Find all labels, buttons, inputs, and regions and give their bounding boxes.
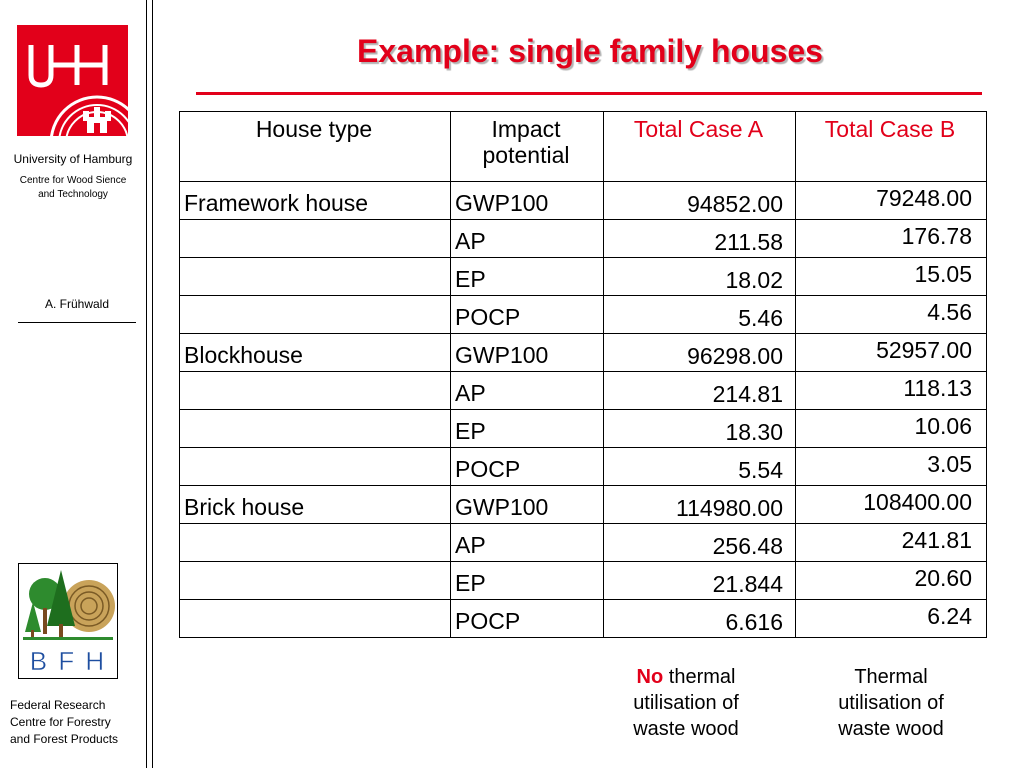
- table-row: [180, 182, 987, 220]
- cell-house-type: [180, 448, 451, 486]
- note-case-b-line-1: Thermal: [854, 666, 928, 688]
- cell-case-a: 114980.00: [604, 486, 796, 524]
- cell-case-b: 20.60: [796, 562, 987, 600]
- table-row: [180, 372, 987, 410]
- cell-case-b: 79248.00: [796, 182, 987, 220]
- sidebar: [0, 0, 146, 768]
- cell-impact: POCP: [451, 600, 604, 638]
- table-row: [180, 562, 987, 600]
- cell-case-a: 18.02: [604, 258, 796, 296]
- cell-impact: POCP: [451, 448, 604, 486]
- cell-case-b: 4.56: [796, 296, 987, 334]
- cell-impact: GWP100: [451, 182, 604, 220]
- cell-case-b: 3.05: [796, 448, 987, 486]
- cell-case-a: 6.616: [604, 600, 796, 638]
- table-row: [180, 600, 987, 638]
- cell-impact: POCP: [451, 296, 604, 334]
- note-case-a-line-2: utilisation of: [633, 692, 739, 714]
- table-header-row: [180, 112, 987, 182]
- cell-case-b: 241.81: [796, 524, 987, 562]
- cell-case-a: 96298.00: [604, 334, 796, 372]
- note-case-b-line-3: waste wood: [838, 718, 944, 740]
- note-case-a-line-3: waste wood: [633, 718, 739, 740]
- cell-impact: EP: [451, 562, 604, 600]
- cell-case-b: 176.78: [796, 220, 987, 258]
- table-row: [180, 334, 987, 372]
- table-row: [180, 410, 987, 448]
- title-underline: [196, 92, 982, 95]
- note-case-b: [806, 664, 976, 742]
- note-case-a-emphasis: No: [636, 666, 664, 688]
- cell-case-a: 211.58: [604, 220, 796, 258]
- sidebar-divider-outer: [146, 0, 147, 768]
- cell-case-a: 256.48: [604, 524, 796, 562]
- cell-impact: GWP100: [451, 334, 604, 372]
- note-case-a-line-1: thermal: [663, 666, 736, 688]
- table-row: [180, 448, 987, 486]
- federal-name-line-3: and Forest Products: [10, 732, 119, 746]
- cell-house-type: [180, 600, 451, 638]
- cell-house-type: [180, 258, 451, 296]
- university-name: University of Hamburg: [13, 152, 133, 166]
- table-row: [180, 258, 987, 296]
- author-name: A. Frühwald: [44, 297, 110, 311]
- cell-impact: EP: [451, 258, 604, 296]
- header-total-case-a: Total Case A: [604, 112, 796, 182]
- table-row: [180, 486, 987, 524]
- table-row: [180, 296, 987, 334]
- cell-house-type: [180, 562, 451, 600]
- cell-house-type: [180, 372, 451, 410]
- cell-impact: GWP100: [451, 486, 604, 524]
- note-case-b-line-2: utilisation of: [838, 692, 944, 714]
- bfh-logo-letters: B F H: [29, 646, 107, 676]
- centre-name: [6, 174, 140, 202]
- cell-impact: AP: [451, 220, 604, 258]
- cell-house-type: [180, 410, 451, 448]
- note-case-a: [601, 664, 771, 742]
- sidebar-divider-inner: [152, 0, 153, 768]
- cell-case-b: 10.06: [796, 410, 987, 448]
- cell-case-a: 94852.00: [604, 182, 796, 220]
- header-impact-line-2: potential: [482, 142, 570, 168]
- university-hamburg-logo: [17, 25, 128, 136]
- cell-house-type: [180, 296, 451, 334]
- header-impact-line-1: Impact: [491, 116, 561, 142]
- cell-case-a: 5.54: [604, 448, 796, 486]
- cell-case-b: 118.13: [796, 372, 987, 410]
- header-total-case-b: Total Case B: [796, 112, 987, 182]
- cell-impact: AP: [451, 372, 604, 410]
- cell-case-b: 52957.00: [796, 334, 987, 372]
- cell-case-a: 18.30: [604, 410, 796, 448]
- federal-research-centre-name: [10, 697, 144, 748]
- header-impact-potential: [451, 112, 604, 182]
- table-row: [180, 220, 987, 258]
- cell-house-type: [180, 220, 451, 258]
- bfh-logo: [18, 563, 118, 679]
- cell-impact: EP: [451, 410, 604, 448]
- slide-title: Example: single family houses: [357, 33, 823, 69]
- centre-name-line-1: Centre for Wood Sience: [19, 175, 127, 186]
- cell-case-a: 21.844: [604, 562, 796, 600]
- cell-case-a: 5.46: [604, 296, 796, 334]
- cell-case-b: 108400.00: [796, 486, 987, 524]
- cell-house-type: [180, 524, 451, 562]
- header-house-type: House type: [180, 112, 451, 182]
- impact-table: [179, 111, 987, 638]
- cell-house-type: Framework house: [180, 182, 451, 220]
- cell-house-type: Brick house: [180, 486, 451, 524]
- centre-name-line-2: and Technology: [38, 189, 108, 200]
- table-row: [180, 524, 987, 562]
- cell-case-b: 15.05: [796, 258, 987, 296]
- cell-case-a: 214.81: [604, 372, 796, 410]
- author-divider: [18, 322, 136, 323]
- cell-house-type: Blockhouse: [180, 334, 451, 372]
- cell-impact: AP: [451, 524, 604, 562]
- cell-case-b: 6.24: [796, 600, 987, 638]
- federal-name-line-2: Centre for Forestry: [10, 715, 111, 729]
- federal-name-line-1: Federal Research: [10, 698, 106, 712]
